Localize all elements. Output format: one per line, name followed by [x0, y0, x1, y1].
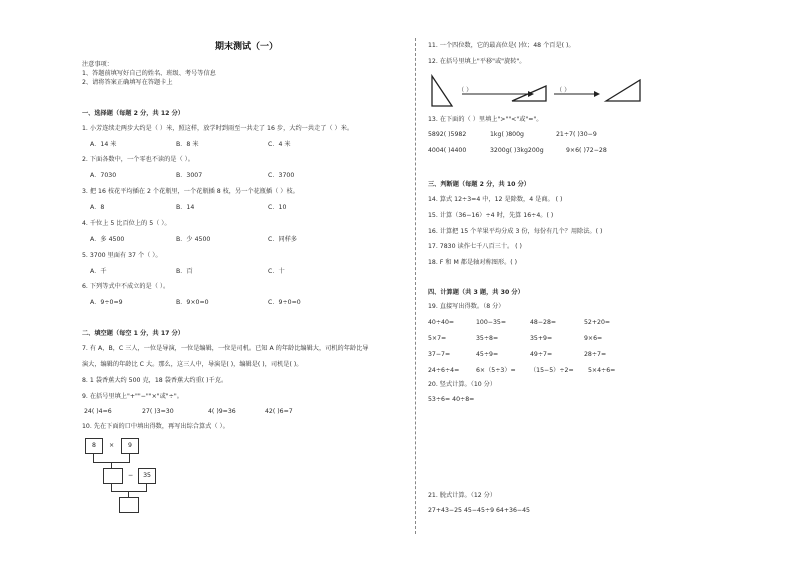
calc-item: （15−5）÷2= [530, 367, 574, 374]
triangle-shape [432, 76, 452, 106]
option: B．百 [176, 268, 193, 275]
option: A．14 米 [90, 141, 117, 148]
option: B．14 [176, 204, 195, 211]
calc-item: 35+9= [530, 335, 553, 342]
section-heading: 二、填空题（每空 1 分，共 17 分） [82, 330, 184, 337]
diagram-line [111, 483, 112, 491]
calc-item: 35÷8= [476, 335, 499, 342]
note-item: 2、请将答案正确填写在答题卡上 [82, 79, 173, 86]
fill-item: 4( )9=36 [208, 408, 236, 415]
question-text: 7. 有 A，B，C 三人，一位是导演，一位是编辑，一位是司机。已知 A 的年龄比编辑大，司机的年龄比导 [82, 345, 369, 352]
diagram-line [146, 483, 147, 491]
option: C．同样多 [268, 236, 298, 243]
calc-item: 24÷6÷4= [428, 367, 460, 374]
diagram-answer-box[interactable] [119, 497, 139, 513]
option: A．7030 [90, 172, 117, 179]
calc-item: 9×6= [584, 335, 603, 342]
question-text: 6. 下列等式中不成立的是（ ）。 [82, 283, 170, 290]
calc-item: 5×7= [428, 335, 447, 342]
diagram-line [129, 453, 130, 462]
calc-item: 5×4÷6= [588, 367, 616, 374]
calc-item: 52+20= [584, 319, 611, 326]
section-heading: 三、判断题（每题 2 分，共 10 分） [428, 181, 530, 188]
triangle-shape [606, 80, 640, 101]
judge-item: 14. 算式 12÷3=4 中，12 是除数，4 是商。 ( ) [428, 196, 563, 203]
diagram-operator: × [109, 442, 115, 449]
diagram-box: 8 [85, 438, 103, 454]
question-text: 4. 千位上 5 比百位上的 5（ ）。 [82, 220, 171, 227]
page-title: 期末测试（一） [215, 42, 279, 52]
question-text: 20. 竖式计算。（10 分） [428, 381, 497, 388]
compare-item: 1kg( )800g [490, 131, 524, 138]
arrow-head [594, 91, 600, 97]
diagram-box: 9 [121, 438, 139, 454]
column-divider [415, 38, 416, 534]
option: C．10 [268, 204, 287, 211]
option: A．8 [90, 204, 105, 211]
option: B．8 米 [176, 141, 199, 148]
compare-item: 9×6( )72−28 [566, 147, 607, 154]
question-text: 9. 在括号里填上"+""−""×"或"÷"。 [82, 393, 183, 400]
question-text: 12. 在括号里填上"平移"或"旋转"。 [428, 58, 526, 65]
section-heading: 一、选择题（每题 2 分，共 12 分） [82, 110, 184, 117]
option: A．9÷0=9 [90, 299, 123, 306]
calc-item: 6×（5÷3）= [476, 367, 516, 374]
judge-item: 16. 计算把 15 个苹果平均分成 3 份，每份有几个？用除法。( ) [428, 228, 603, 235]
step-calc-items: 27+43−25 45−45÷9 64+36−45 [428, 507, 530, 514]
triangle-shape [512, 86, 546, 101]
question-text: 13. 在下面的（ ）里填上">""<"或"="。 [428, 116, 543, 123]
calc-item: 28÷7= [584, 351, 607, 358]
compare-item: 3200g( )3kg200g [490, 147, 544, 154]
fill-item: 42( )6=7 [265, 408, 293, 415]
compare-item: 21÷7( )30−9 [556, 131, 597, 138]
question-text: 1. 小芳连续走两步大约是（ ）米，照这样，放学时到雨至一共走了 16 步，大约一共走了（ ）米。 [82, 125, 354, 132]
compare-item: 5892( )5982 [428, 131, 467, 138]
option: A．多 4500 [90, 236, 125, 243]
option: A．千 [90, 268, 107, 275]
question-text: 2. 下面各数中，一个零也不读的是（ ）。 [82, 156, 194, 163]
option: C．十 [268, 268, 285, 275]
judge-item: 15. 计算（36−16）÷4 时，先算 16÷4。( ) [428, 212, 554, 219]
option: C．4 米 [268, 141, 291, 148]
fill-item: 24( )4=6 [84, 408, 112, 415]
diagram-operator: − [128, 472, 134, 479]
question-text: 19. 直接写出得数。（8 分） [428, 303, 505, 310]
calc-item: 48−28= [530, 319, 557, 326]
calc-item: 45÷9= [476, 351, 499, 358]
answer-blank[interactable]: （ ） [556, 87, 571, 94]
calc-item: 100−35= [476, 319, 507, 326]
option: B．3007 [176, 172, 203, 179]
calc-item: 49÷7= [530, 351, 553, 358]
option: C．3700 [268, 172, 295, 179]
compare-item: 4004( )4400 [428, 147, 467, 154]
diagram-box: 35 [138, 468, 156, 484]
option: B．9×0=0 [176, 299, 209, 306]
calc-item: 37−7= [428, 351, 451, 358]
question-text: 3. 把 16 枝花平均插在 2 个花瓶里，一个花瓶插 8 枝，另一个花瓶插（ ）枝。 [82, 188, 299, 195]
diagram-line [93, 453, 94, 462]
question-text: 演大，编辑的年龄比 C 大。那么，这三人中，导演是( )，编辑是( )，司机是( )。 [82, 361, 303, 368]
judge-item: 18. F 和 M 都是轴对称图形。( ) [428, 259, 518, 266]
fill-item: 27( )3=30 [142, 408, 174, 415]
question-text: 10. 先在下面的口中填出得数，再写出综合算式（ ）。 [82, 423, 229, 430]
answer-blank[interactable]: （ ） [458, 87, 473, 94]
question-text: 11. 一个四位数，它的最高位是( )位；48 个百是( )。 [428, 42, 575, 49]
notes-heading: 注意事项： [82, 61, 113, 68]
question-text: 21. 脱式计算。（12 分） [428, 492, 497, 499]
judge-item: 17. 7830 读作七千八百三十。 ( ) [428, 243, 522, 250]
vertical-calc-items: 53÷6= 40÷8= [428, 396, 475, 403]
section-heading: 四、计算题（共 3 题，共 30 分） [428, 289, 524, 296]
diagram-answer-box[interactable] [103, 468, 123, 484]
question-text: 8. 1 袋香蕉大约 500 克，18 袋香蕉大约重( )千克。 [82, 377, 228, 384]
question-text: 5. 3700 里面有 37 个（ ）。 [82, 252, 162, 259]
note-item: 1、答题前填写好自己的姓名、班级、考号等信息 [82, 70, 216, 77]
diagram-line [111, 491, 147, 492]
option: C．9÷0=0 [268, 299, 301, 306]
calc-item: 40÷40= [428, 319, 455, 326]
option: B．少 4500 [176, 236, 211, 243]
